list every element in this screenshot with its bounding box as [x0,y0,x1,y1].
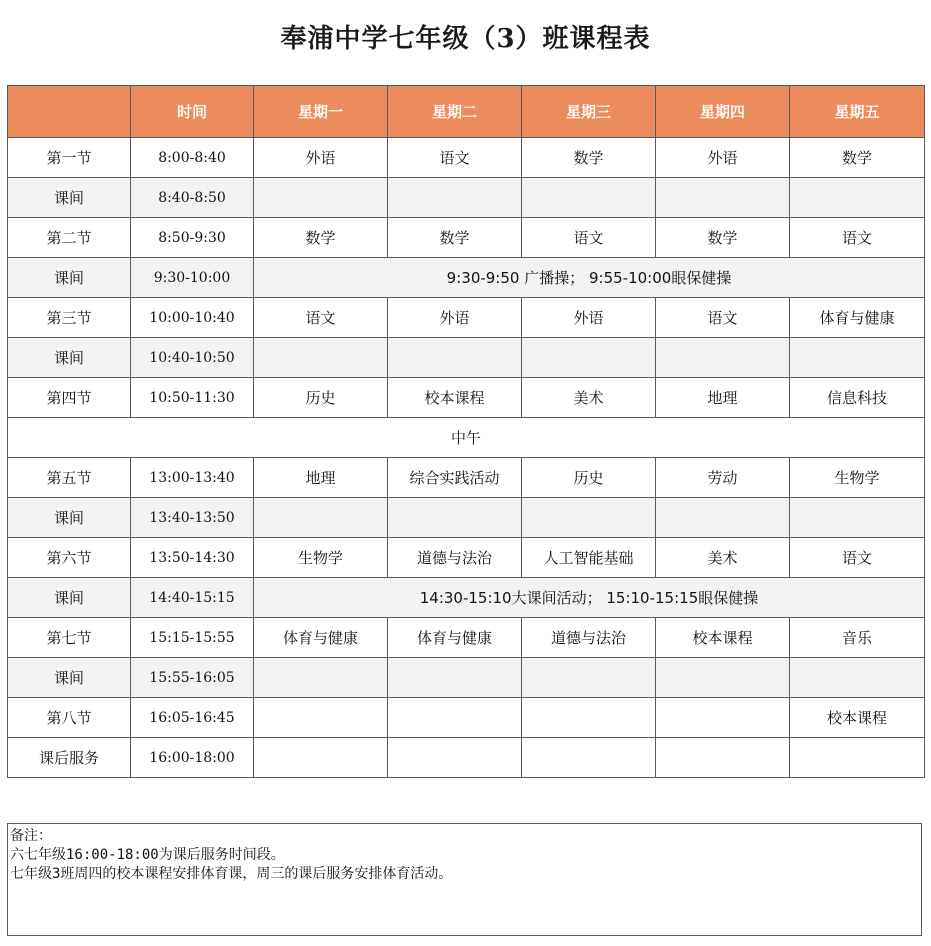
class-cell: 人工智能基础 [522,538,656,578]
period-label: 课后服务 [8,738,131,778]
period-label: 第七节 [8,618,131,658]
noon-label: 中午 [8,418,925,458]
class-cell [388,698,522,738]
time-cell: 16:05-16:45 [131,698,254,738]
period-label: 课间 [8,578,131,618]
class-cell [254,338,388,378]
period-label: 课间 [8,178,131,218]
class-cell: 道德与法治 [522,618,656,658]
class-cell [790,178,925,218]
class-cell: 劳动 [656,458,790,498]
class-cell [522,498,656,538]
class-cell: 历史 [522,458,656,498]
class-cell: 历史 [254,378,388,418]
class-cell: 数学 [656,218,790,258]
class-cell: 外语 [388,298,522,338]
notes-heading: 备注： [10,828,52,844]
class-cell [790,658,925,698]
class-cell: 音乐 [790,618,925,658]
period-label: 第五节 [8,458,131,498]
class-cell: 地理 [656,378,790,418]
class-cell: 语文 [522,218,656,258]
class-cell [388,338,522,378]
schedule-row [8,658,925,698]
schedule-header [8,86,925,138]
note-line: 七年级3班周四的校本课程安排体育课，周三的课后服务安排体育活动。 [10,866,453,882]
period-label: 课间 [8,658,131,698]
period-label: 课间 [8,258,131,298]
period-label: 课间 [8,338,131,378]
class-cell [254,498,388,538]
class-cell: 地理 [254,458,388,498]
class-cell [790,738,925,778]
class-cell [522,178,656,218]
time-cell: 8:40-8:50 [131,178,254,218]
schedule-table [7,85,925,778]
period-label: 第二节 [8,218,131,258]
class-cell [522,698,656,738]
class-cell [388,658,522,698]
notes-box [7,823,922,936]
schedule-row [8,698,925,738]
class-cell [522,338,656,378]
header-friday: 星期五 [790,86,925,138]
class-cell: 校本课程 [790,698,925,738]
class-cell [656,738,790,778]
class-cell: 外语 [656,138,790,178]
time-cell: 13:00-13:40 [131,458,254,498]
break-activity-cell: 9:30-9:50 广播操； 9:55-10:00眼保健操 [254,258,925,298]
schedule-row [8,578,925,618]
note-line: 六七年级16:00-18:00为课后服务时间段。 [10,847,285,863]
schedule-row [8,378,925,418]
class-cell [254,698,388,738]
class-cell [790,338,925,378]
time-cell: 8:00-8:40 [131,138,254,178]
header-thursday: 星期四 [656,86,790,138]
time-cell: 14:40-15:15 [131,578,254,618]
schedule-row [8,498,925,538]
class-cell [790,498,925,538]
break-activity-cell: 14:30-15:10大课间活动； 15:10-15:15眼保健操 [254,578,925,618]
page-title: 奉浦中学七年级（3）班课程表 [280,24,651,54]
class-cell [656,338,790,378]
time-cell: 10:00-10:40 [131,298,254,338]
time-cell: 10:40-10:50 [131,338,254,378]
period-label: 第八节 [8,698,131,738]
time-cell: 8:50-9:30 [131,218,254,258]
schedule-row [8,298,925,338]
class-cell: 美术 [656,538,790,578]
period-label: 课间 [8,498,131,538]
schedule-body [8,138,925,778]
class-cell [522,738,656,778]
class-cell: 体育与健康 [388,618,522,658]
schedule-row [8,458,925,498]
class-cell: 信息科技 [790,378,925,418]
class-cell: 外语 [254,138,388,178]
schedule-row [8,538,925,578]
header-time: 时间 [131,86,254,138]
class-cell: 数学 [790,138,925,178]
class-cell: 语文 [254,298,388,338]
class-cell: 校本课程 [388,378,522,418]
schedule-row [8,618,925,658]
schedule-row [8,418,925,458]
header-monday: 星期一 [254,86,388,138]
class-cell [388,738,522,778]
class-cell: 数学 [388,218,522,258]
period-label: 第四节 [8,378,131,418]
class-cell: 语文 [790,538,925,578]
header-wednesday: 星期三 [522,86,656,138]
class-cell [388,498,522,538]
class-cell: 外语 [522,298,656,338]
class-cell: 数学 [254,218,388,258]
time-cell: 13:40-13:50 [131,498,254,538]
header-tuesday: 星期二 [388,86,522,138]
time-cell: 13:50-14:30 [131,538,254,578]
class-cell [656,498,790,538]
schedule-row [8,178,925,218]
period-label: 第一节 [8,138,131,178]
class-cell [388,178,522,218]
class-cell: 生物学 [790,458,925,498]
time-cell: 10:50-11:30 [131,378,254,418]
time-cell: 9:30-10:00 [131,258,254,298]
class-cell: 校本课程 [656,618,790,658]
schedule-row [8,258,925,298]
schedule-row [8,338,925,378]
class-cell: 体育与健康 [790,298,925,338]
class-cell [254,178,388,218]
class-cell: 道德与法治 [388,538,522,578]
period-label: 第三节 [8,298,131,338]
class-cell: 语文 [656,298,790,338]
time-cell: 15:15-15:55 [131,618,254,658]
schedule-row [8,138,925,178]
time-cell: 15:55-16:05 [131,658,254,698]
class-cell [656,658,790,698]
class-cell: 美术 [522,378,656,418]
class-cell [656,178,790,218]
class-cell [254,738,388,778]
schedule-row [8,218,925,258]
time-cell: 16:00-18:00 [131,738,254,778]
period-label: 第六节 [8,538,131,578]
class-cell [656,698,790,738]
class-cell: 综合实践活动 [388,458,522,498]
schedule-row [8,738,925,778]
class-cell [254,658,388,698]
class-cell [522,658,656,698]
class-cell: 体育与健康 [254,618,388,658]
class-cell: 生物学 [254,538,388,578]
header-corner [8,86,131,138]
class-cell: 数学 [522,138,656,178]
class-cell: 语文 [790,218,925,258]
class-cell: 语文 [388,138,522,178]
